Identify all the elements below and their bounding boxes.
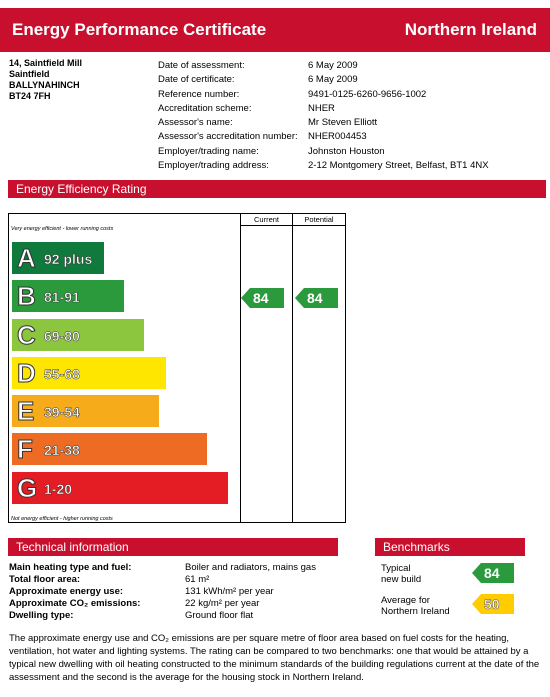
detail-value: Johnston Houston xyxy=(308,145,385,157)
current-rating-value: 84 xyxy=(253,290,269,306)
band-letter: E xyxy=(17,396,35,426)
benchmark-label-line: new build xyxy=(381,574,422,585)
benchmarks-section-header xyxy=(375,538,525,556)
footer-note: The approximate energy use and CO₂ emissions are per square metre of floor area based on fuel costs for the heating, ventilation, hot water and lighting systems. The rating can be compared to two benchmarks: one that would be attained by a typical new dwelling with oil heating constructed to the minimum standards of the building regulations current at the date of the assessment and the second is the average for the housing stock in Northern Ireland. xyxy=(9,633,540,683)
band-letter: B xyxy=(17,281,36,311)
detail-label: Assessor's name: xyxy=(158,117,233,129)
technical-section-header xyxy=(8,538,338,556)
energy-rating-chart xyxy=(8,213,346,523)
band-d xyxy=(12,357,166,389)
detail-value: 6 May 2009 xyxy=(308,74,358,86)
technical-label: Approximate CO₂ emissions: xyxy=(9,598,141,609)
column-divider xyxy=(292,214,293,522)
benchmark-label-line: Northern Ireland xyxy=(381,606,450,617)
average-benchmark-value: 50 xyxy=(484,596,500,612)
address-line: 14, Saintfield Mill xyxy=(9,58,83,68)
typical-benchmark-label xyxy=(381,563,421,585)
address-line: BT24 7FH xyxy=(9,91,51,101)
address-line: Saintfield xyxy=(9,69,50,79)
band-letter: F xyxy=(17,434,33,464)
technical-value: 131 kWh/m² per year xyxy=(185,586,274,597)
region-label: Northern Ireland xyxy=(404,20,537,39)
detail-value: 9491-0125-6260-9656-1002 xyxy=(308,88,427,100)
typical-benchmark-value: 84 xyxy=(484,565,500,581)
detail-label: Accreditation scheme: xyxy=(158,102,252,114)
detail-label: Assessor's accreditation number: xyxy=(158,131,298,143)
current-column-header: Current xyxy=(253,215,279,224)
technical-section-title: Technical information xyxy=(16,540,129,554)
potential-rating-value: 84 xyxy=(307,290,323,306)
property-address xyxy=(9,58,82,102)
address-line: BALLYNAHINCH xyxy=(9,80,80,90)
band-letter: A xyxy=(17,243,36,273)
technical-label: Dwelling type: xyxy=(9,610,74,621)
band-letter: D xyxy=(17,358,36,388)
detail-label: Date of certificate: xyxy=(158,74,235,86)
band-range: 69-80 xyxy=(44,328,80,344)
benchmarks-section-title: Benchmarks xyxy=(383,540,450,554)
typical-benchmark-arrow xyxy=(472,563,514,583)
detail-label: Employer/trading name: xyxy=(158,145,259,157)
band-letter: G xyxy=(17,473,38,503)
certificate-header xyxy=(0,8,550,52)
detail-value: NHER004453 xyxy=(308,131,367,143)
column-header-line xyxy=(240,225,345,226)
detail-value: 6 May 2009 xyxy=(308,60,358,71)
inefficient-note: Not energy efficient - higher running costs xyxy=(11,516,113,522)
technical-value: Boiler and radiators, mains gas xyxy=(185,562,316,573)
detail-value: NHER xyxy=(308,102,335,114)
band-g xyxy=(12,472,228,504)
current-rating-arrow xyxy=(241,288,284,308)
band-a xyxy=(12,242,104,274)
technical-label: Approximate energy use: xyxy=(9,586,124,597)
band-e xyxy=(12,395,159,427)
detail-label: Date of assessment: xyxy=(158,60,245,71)
band-range: 39-54 xyxy=(44,404,80,420)
benchmark-label-line: Average for xyxy=(381,595,430,606)
column-divider xyxy=(240,214,241,522)
potential-rating-arrow xyxy=(295,288,338,308)
technical-value: Ground floor flat xyxy=(185,610,254,621)
band-range: 1-20 xyxy=(44,481,73,497)
detail-label: Employer/trading address: xyxy=(158,160,269,172)
band-range: 55-68 xyxy=(44,366,80,382)
technical-value: 22 kg/m² per year xyxy=(185,598,260,609)
certificate-title: Energy Performance Certificate xyxy=(12,20,267,39)
detail-value: Mr Steven Elliott xyxy=(308,117,378,129)
band-range: 92 plus xyxy=(44,251,93,267)
technical-value: 61 m² xyxy=(185,574,210,585)
band-b xyxy=(12,280,124,312)
rating-section-title: Energy Efficiency Rating xyxy=(16,182,147,196)
benchmark-label-line: Typical xyxy=(381,563,411,574)
band-letter: C xyxy=(17,320,36,350)
detail-value: 2-12 Montgomery Street, Belfast, BT1 4NX xyxy=(308,160,489,172)
rating-section-header xyxy=(8,180,546,198)
average-benchmark-arrow xyxy=(472,594,514,614)
efficient-note: Very energy efficient - lower running costs xyxy=(11,226,114,232)
detail-label: Reference number: xyxy=(158,88,240,100)
average-benchmark-label xyxy=(381,595,450,617)
band-range: 81-91 xyxy=(44,289,80,305)
potential-column-header: Potential xyxy=(304,215,334,224)
technical-label: Total floor area: xyxy=(9,574,81,585)
technical-label: Main heating type and fuel: xyxy=(9,562,132,573)
band-c xyxy=(12,319,144,351)
band-f xyxy=(12,433,207,465)
band-range: 21-38 xyxy=(44,442,80,458)
